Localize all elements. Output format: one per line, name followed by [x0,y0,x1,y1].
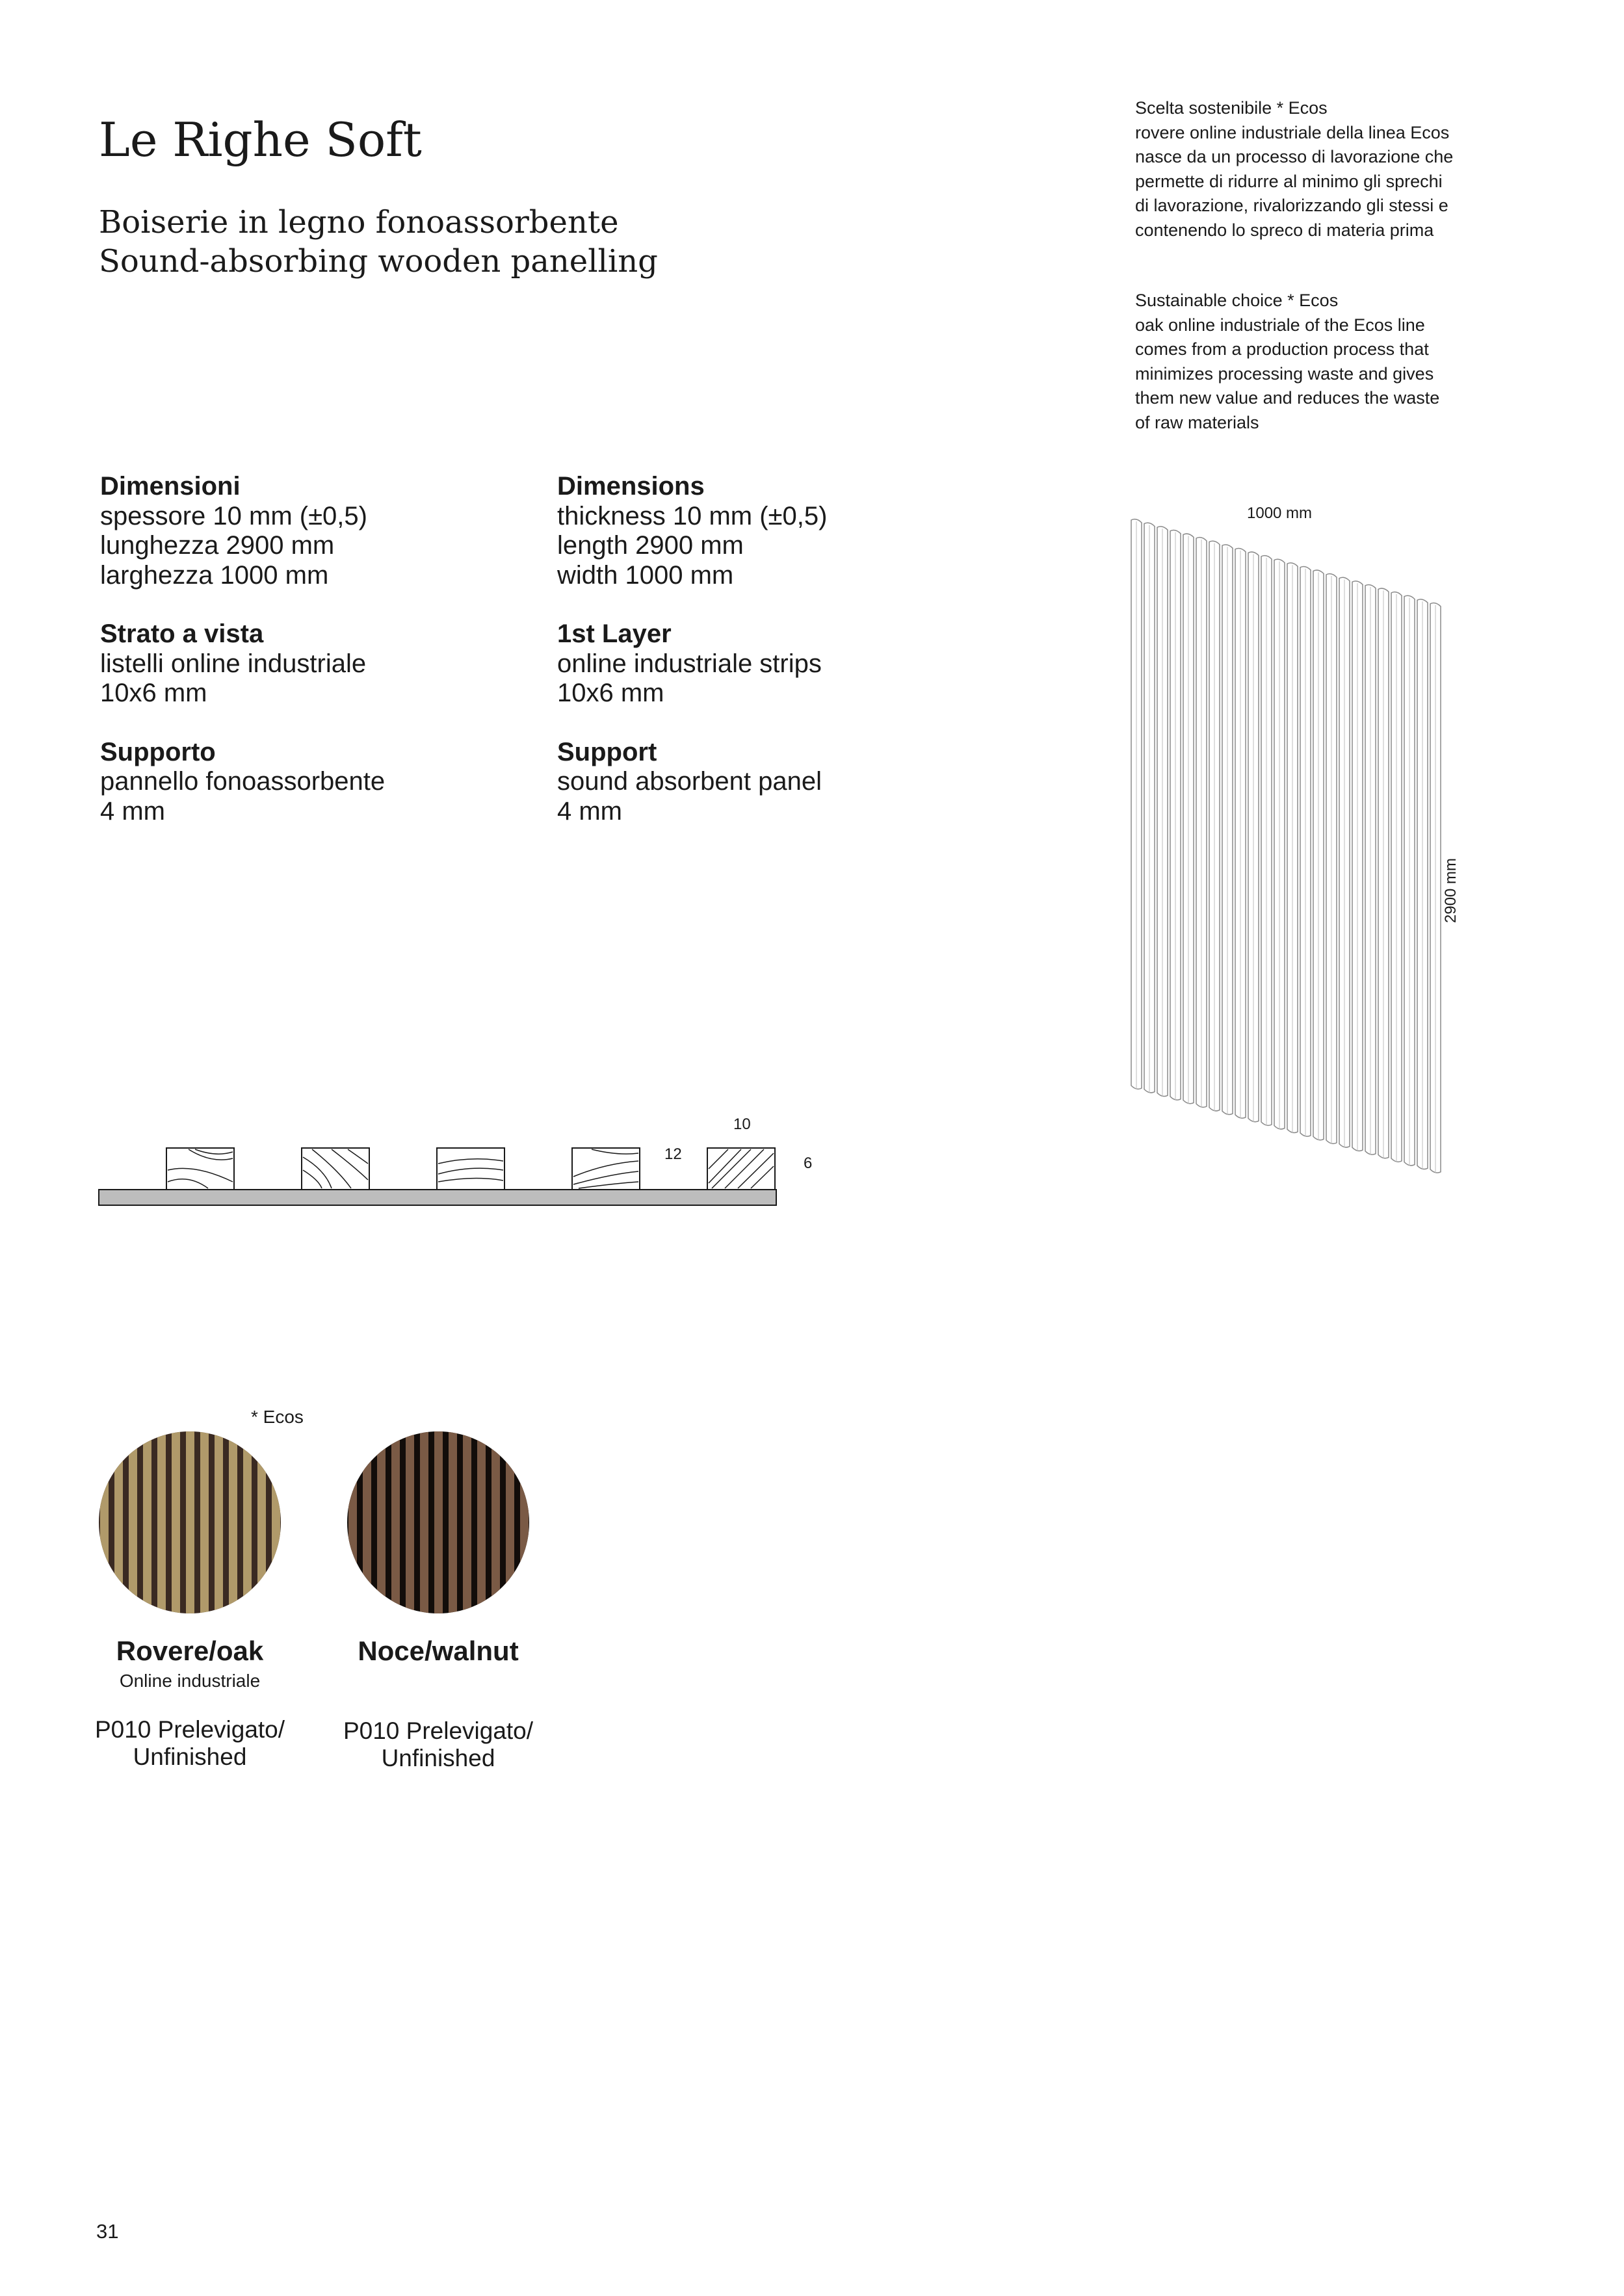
finish-sub [307,1671,570,1693]
spec-line: 10x6 mm [100,679,207,707]
finish-rovere [59,1636,321,1771]
note-line: minimizes processing waste and gives [1135,363,1434,384]
swatch-strip [363,1430,371,1615]
swatch-strip [186,1430,194,1615]
page-title: Le Righe Soft [99,112,422,167]
swatch-strip [477,1430,486,1615]
note-line: rovere online industriale della linea Ecos [1135,122,1450,142]
swatch-strip [377,1430,386,1615]
note-line: oak online industriale of the Ecos line [1135,315,1425,335]
spec-heading: 1st Layer [557,620,672,648]
finish-name: Noce/walnut [358,1636,519,1666]
finish-code: P010 Prelevigato/ [94,1716,285,1743]
swatch-strip [272,1430,280,1615]
swatch-strip [157,1430,166,1615]
swatch-strip [215,1430,223,1615]
subtitle-english: Sound-absorbing wooden panelling [99,243,658,280]
section-gap-label: 12 [664,1145,682,1163]
note-line: comes from a production process that [1135,339,1429,359]
finish-name: Rovere/oak [116,1636,264,1666]
spec-line: 10x6 mm [557,679,664,707]
swatch-strip [434,1430,443,1615]
page-number: 31 [96,2220,119,2243]
note-line: of raw materials [1135,412,1259,432]
finish-code: Unfinished [133,1743,247,1770]
specs-italian [100,472,385,855]
note-line: Scelta sostenibile * Ecos [1135,98,1328,118]
swatch-strip [200,1430,209,1615]
swatch-strip [172,1430,180,1615]
spec-line: 4 mm [557,796,622,826]
spec-line: 4 mm [100,796,165,826]
finish-noce [307,1636,570,1772]
swatch-strip [100,1430,109,1615]
spec-line: thickness 10 mm (±0,5) [557,501,828,530]
slat-section-5 [707,1148,775,1190]
swatch-strip [520,1430,529,1615]
swatch-strip [391,1430,400,1615]
spec-line: sound absorbent panel [557,767,822,796]
note-line: them new value and reduces the waste [1135,388,1440,408]
support-board [99,1190,776,1205]
spec-line: width 1000 mm [557,560,734,590]
slat-section-3 [437,1148,504,1190]
subtitle-italian: Boiserie in legno fonoassorbente [99,204,619,241]
spec-line: online industriale strips [557,649,822,678]
spec-dimensions [100,472,385,590]
spec-layer [100,620,385,709]
spec-line: lunghezza 2900 mm [100,531,335,560]
note-line: permette di ridurre al minimo gli sprechi [1135,171,1443,191]
swatch-rovere-stripes [98,1430,282,1615]
swatch-strip [143,1430,151,1615]
panel-width-label: 1000 mm [1247,504,1313,522]
note-line: di lavorazione, rivalorizzando gli stessi e [1135,196,1448,215]
spec-support [100,738,385,827]
spec-line: pannello fonoassorbente [100,767,386,796]
spec-layer [557,620,827,709]
section-width-label: 10 [733,1115,751,1133]
spec-line: larghezza 1000 mm [100,560,329,590]
swatch-strip [449,1430,457,1615]
page-subtitle [99,203,658,281]
spec-line: spessore 10 mm (±0,5) [100,501,367,530]
spec-heading: Dimensioni [100,472,241,501]
swatch-strip [491,1430,500,1615]
finish-sub: Online industriale [119,1671,261,1691]
specs-english [557,472,827,855]
swatch-strip [257,1430,266,1615]
swatch-rovere [98,1430,282,1615]
swatch-noce-stripes [346,1430,530,1615]
panel-height-label: 2900 mm [1442,857,1460,923]
finish-code: Unfinished [381,1745,495,1771]
swatch-strip [420,1430,428,1615]
spec-line: listelli online industriale [100,649,367,678]
note-line: nasce da un processo di lavorazione che [1135,147,1454,166]
panel-drawing [1118,494,1482,1183]
section-height-label: 6 [804,1155,813,1172]
slat-section-1 [166,1148,234,1190]
spec-heading: Strato a vista [100,620,264,648]
sustainability-note-italian [1135,96,1551,242]
finish-code: P010 Prelevigato/ [343,1717,534,1744]
swatch-strip [506,1430,514,1615]
swatch-strip [129,1430,137,1615]
swatch-strip [114,1430,123,1615]
swatch-strip [348,1430,357,1615]
spec-dimensions [557,472,827,590]
spec-heading: Dimensions [557,472,705,501]
spec-heading: Support [557,737,657,766]
spec-support [557,738,827,827]
panel-slats [1131,519,1441,1173]
note-line: contenendo lo spreco di materia prima [1135,220,1434,240]
spec-line: length 2900 mm [557,531,744,560]
swatch-strip [243,1430,252,1615]
sustainability-note-english [1135,289,1551,435]
swatch-noce [346,1430,530,1615]
slat-section-4 [572,1148,640,1190]
slat-section-2 [302,1148,369,1190]
note-line: Sustainable choice * Ecos [1135,291,1339,310]
swatch-strip [463,1430,471,1615]
ecos-tag: * Ecos [251,1407,304,1427]
spec-heading: Supporto [100,737,216,766]
swatch-strip [406,1430,414,1615]
swatch-strip [229,1430,237,1615]
